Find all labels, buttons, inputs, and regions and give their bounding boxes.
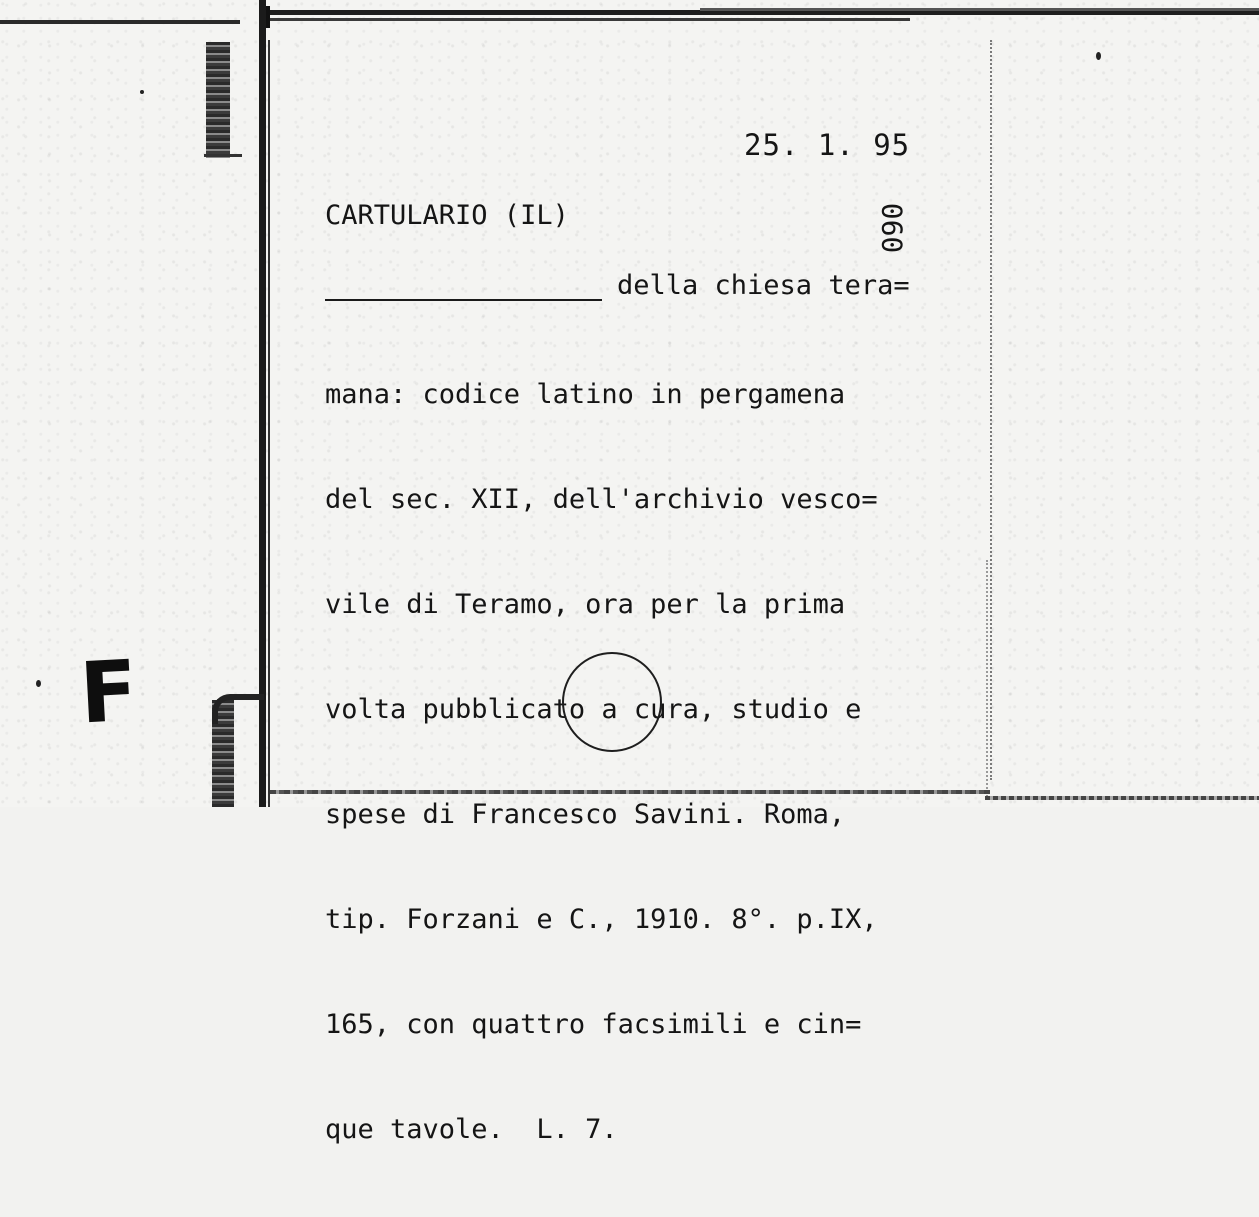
entry-text-line: del sec. XII, dell'archivio vesco= [325,484,878,515]
entry-text-line: 165, con quattro facsimili e cin= [325,1009,862,1040]
adjacent-card-bottom-border [985,796,1259,800]
card-date: 25. 1. 95 [744,128,911,162]
adjacent-card-tab-curve [212,694,264,724]
adjacent-card-top-edge [0,6,1259,28]
card-right-border [990,40,992,780]
entry-text-line: mana: codice latino in pergamena [325,379,846,410]
adjacent-card-tab-line [204,154,242,157]
margin-letter: F [77,641,140,743]
entry-text-first-line: della chiesa tera= [617,270,910,301]
entry-text-line: vile di Teramo, ora per la prima [325,589,846,620]
entry-text-line: spese di Francesco Savini. Roma, [325,799,846,830]
speck [1096,52,1101,60]
entry-text-line: que tavole. L. 7. [325,1114,618,1145]
speck [36,680,41,687]
punch-hole [562,652,662,752]
card-left-border-inner [268,40,270,807]
entry-text-line: volta pubblicato a cura, studio e [325,694,862,725]
author-blank-line [325,299,602,301]
entry-text [325,307,878,1217]
shelf-number: 090 [876,202,909,254]
card-left-border [259,0,266,807]
entry-heading: CARTULARIO (IL) [325,200,569,231]
adjacent-card-tab-top [206,42,230,158]
adjacent-card-right-border [986,560,988,800]
speck [140,90,144,94]
entry-text-line: tip. Forzani e C., 1910. 8°. p.IX, [325,904,878,935]
